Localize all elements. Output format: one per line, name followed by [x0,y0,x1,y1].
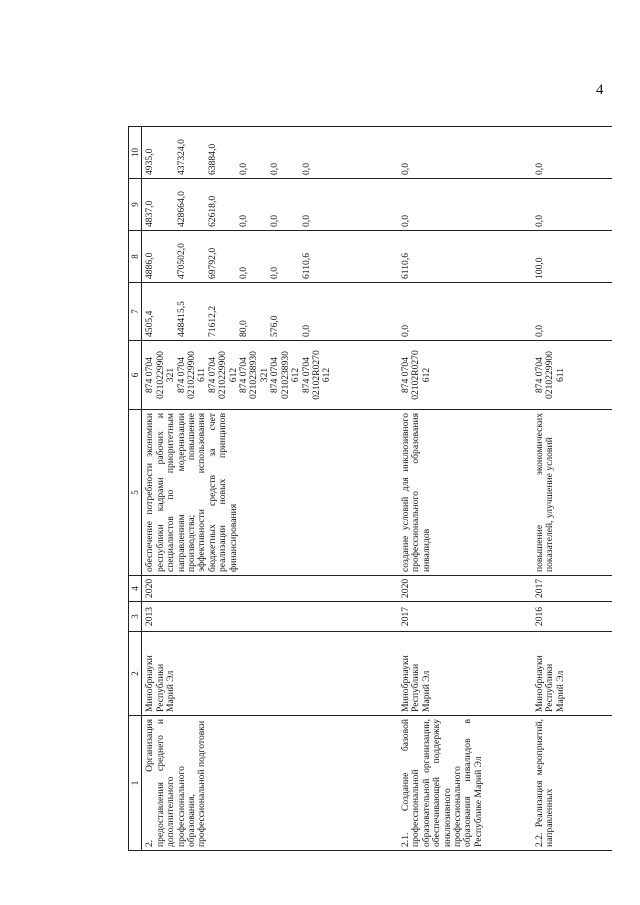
start-year-cell: 2016 [532,602,612,632]
executor-cell: Минобрнауки Республики Марий Эл [398,632,532,716]
event-name-cell: 2.1. Создание базовой профессиональной образовательной организации, обеспечивающей поддержку инклюзивного профессионального образования инвалидов в Республике Марий Эл [398,716,532,851]
header-cell-5: 5 [129,410,142,576]
table-row [398,127,532,851]
budget-code-cell: 874 0704 02102R0270 612 [398,341,532,410]
value-cell-10: 0,0 [532,127,612,179]
header-cell-1: 1 [129,716,142,851]
value-cell-7: 0,0 [532,283,612,341]
header-cell-3: 3 [129,602,142,632]
end-year-cell: 2017 [532,576,612,602]
value-cell-9: 0,0 [532,179,612,231]
value-cell-10: 0,0 [398,127,532,179]
value-cell-8: 100,0 [532,231,612,283]
expected-result-cell: обеспечение потребности экономики республики кадрами рабочих и специалистов по приоритетным направлениям модернизации производства; повышение эффективности использования бюджетных средств за счет реализации новых принципов финансирования [142,410,398,576]
executor-cell: Минобрнауки Республики Марий Эл [532,632,612,716]
budget-code-cell: 874 0704 0210229900 611 [532,341,612,410]
value-cell-7: 4505,4 448415,5 71612,2 80,0 576,0 0,0 [142,283,398,341]
executor-cell: Минобрнауки Республики Марий Эл [142,632,398,716]
value-cell-10: 4935,0 437324,0 63884,0 0,0 0,0 0,0 [142,127,398,179]
event-name-cell: 2. Организация предоставления среднего и дополнительного профессионального образования, профессиональной подготовки [142,716,398,851]
value-cell-8: 6110,6 [398,231,532,283]
rotated-table-sheet [128,127,620,851]
end-year-cell: 2020 [398,576,532,602]
budget-table [128,126,612,851]
event-name-cell: 2.2. Реализация мероприятий, направленных [532,716,612,851]
start-year-cell: 2013 [142,602,398,632]
value-cell-8: 4886,0 470502,0 69792,0 0,0 0,0 6110,6 [142,231,398,283]
page-number: 4 [596,82,604,98]
header-cell-6: 6 [129,341,142,410]
header-cell-2: 2 [129,632,142,716]
value-cell-9: 4837,0 428664,0 62618,0 0,0 0,0 0,0 [142,179,398,231]
header-cell-4: 4 [129,576,142,602]
header-cell-10: 10 [129,127,142,179]
header-cell-8: 8 [129,231,142,283]
start-year-cell: 2017 [398,602,532,632]
end-year-cell: 2020 [142,576,398,602]
table-row [532,127,612,851]
header-row [129,127,142,851]
header-cell-9: 9 [129,179,142,231]
table-row [142,127,398,851]
expected-result-cell: создание условий для инклюзивного профессионального образования инвалидов [398,410,532,576]
header-cell-7: 7 [129,283,142,341]
value-cell-9: 0,0 [398,179,532,231]
expected-result-cell: повышение экономических показателей, улучшение условий [532,410,612,576]
budget-code-cell: 874 0704 0210229900 321 874 0704 0210229900 611 874 0704 0210229900 612 874 0704 0210238930 321 874 0704 0210238930 612 874 0704 02102R0270 612 [142,341,398,410]
value-cell-7: 0,0 [398,283,532,341]
